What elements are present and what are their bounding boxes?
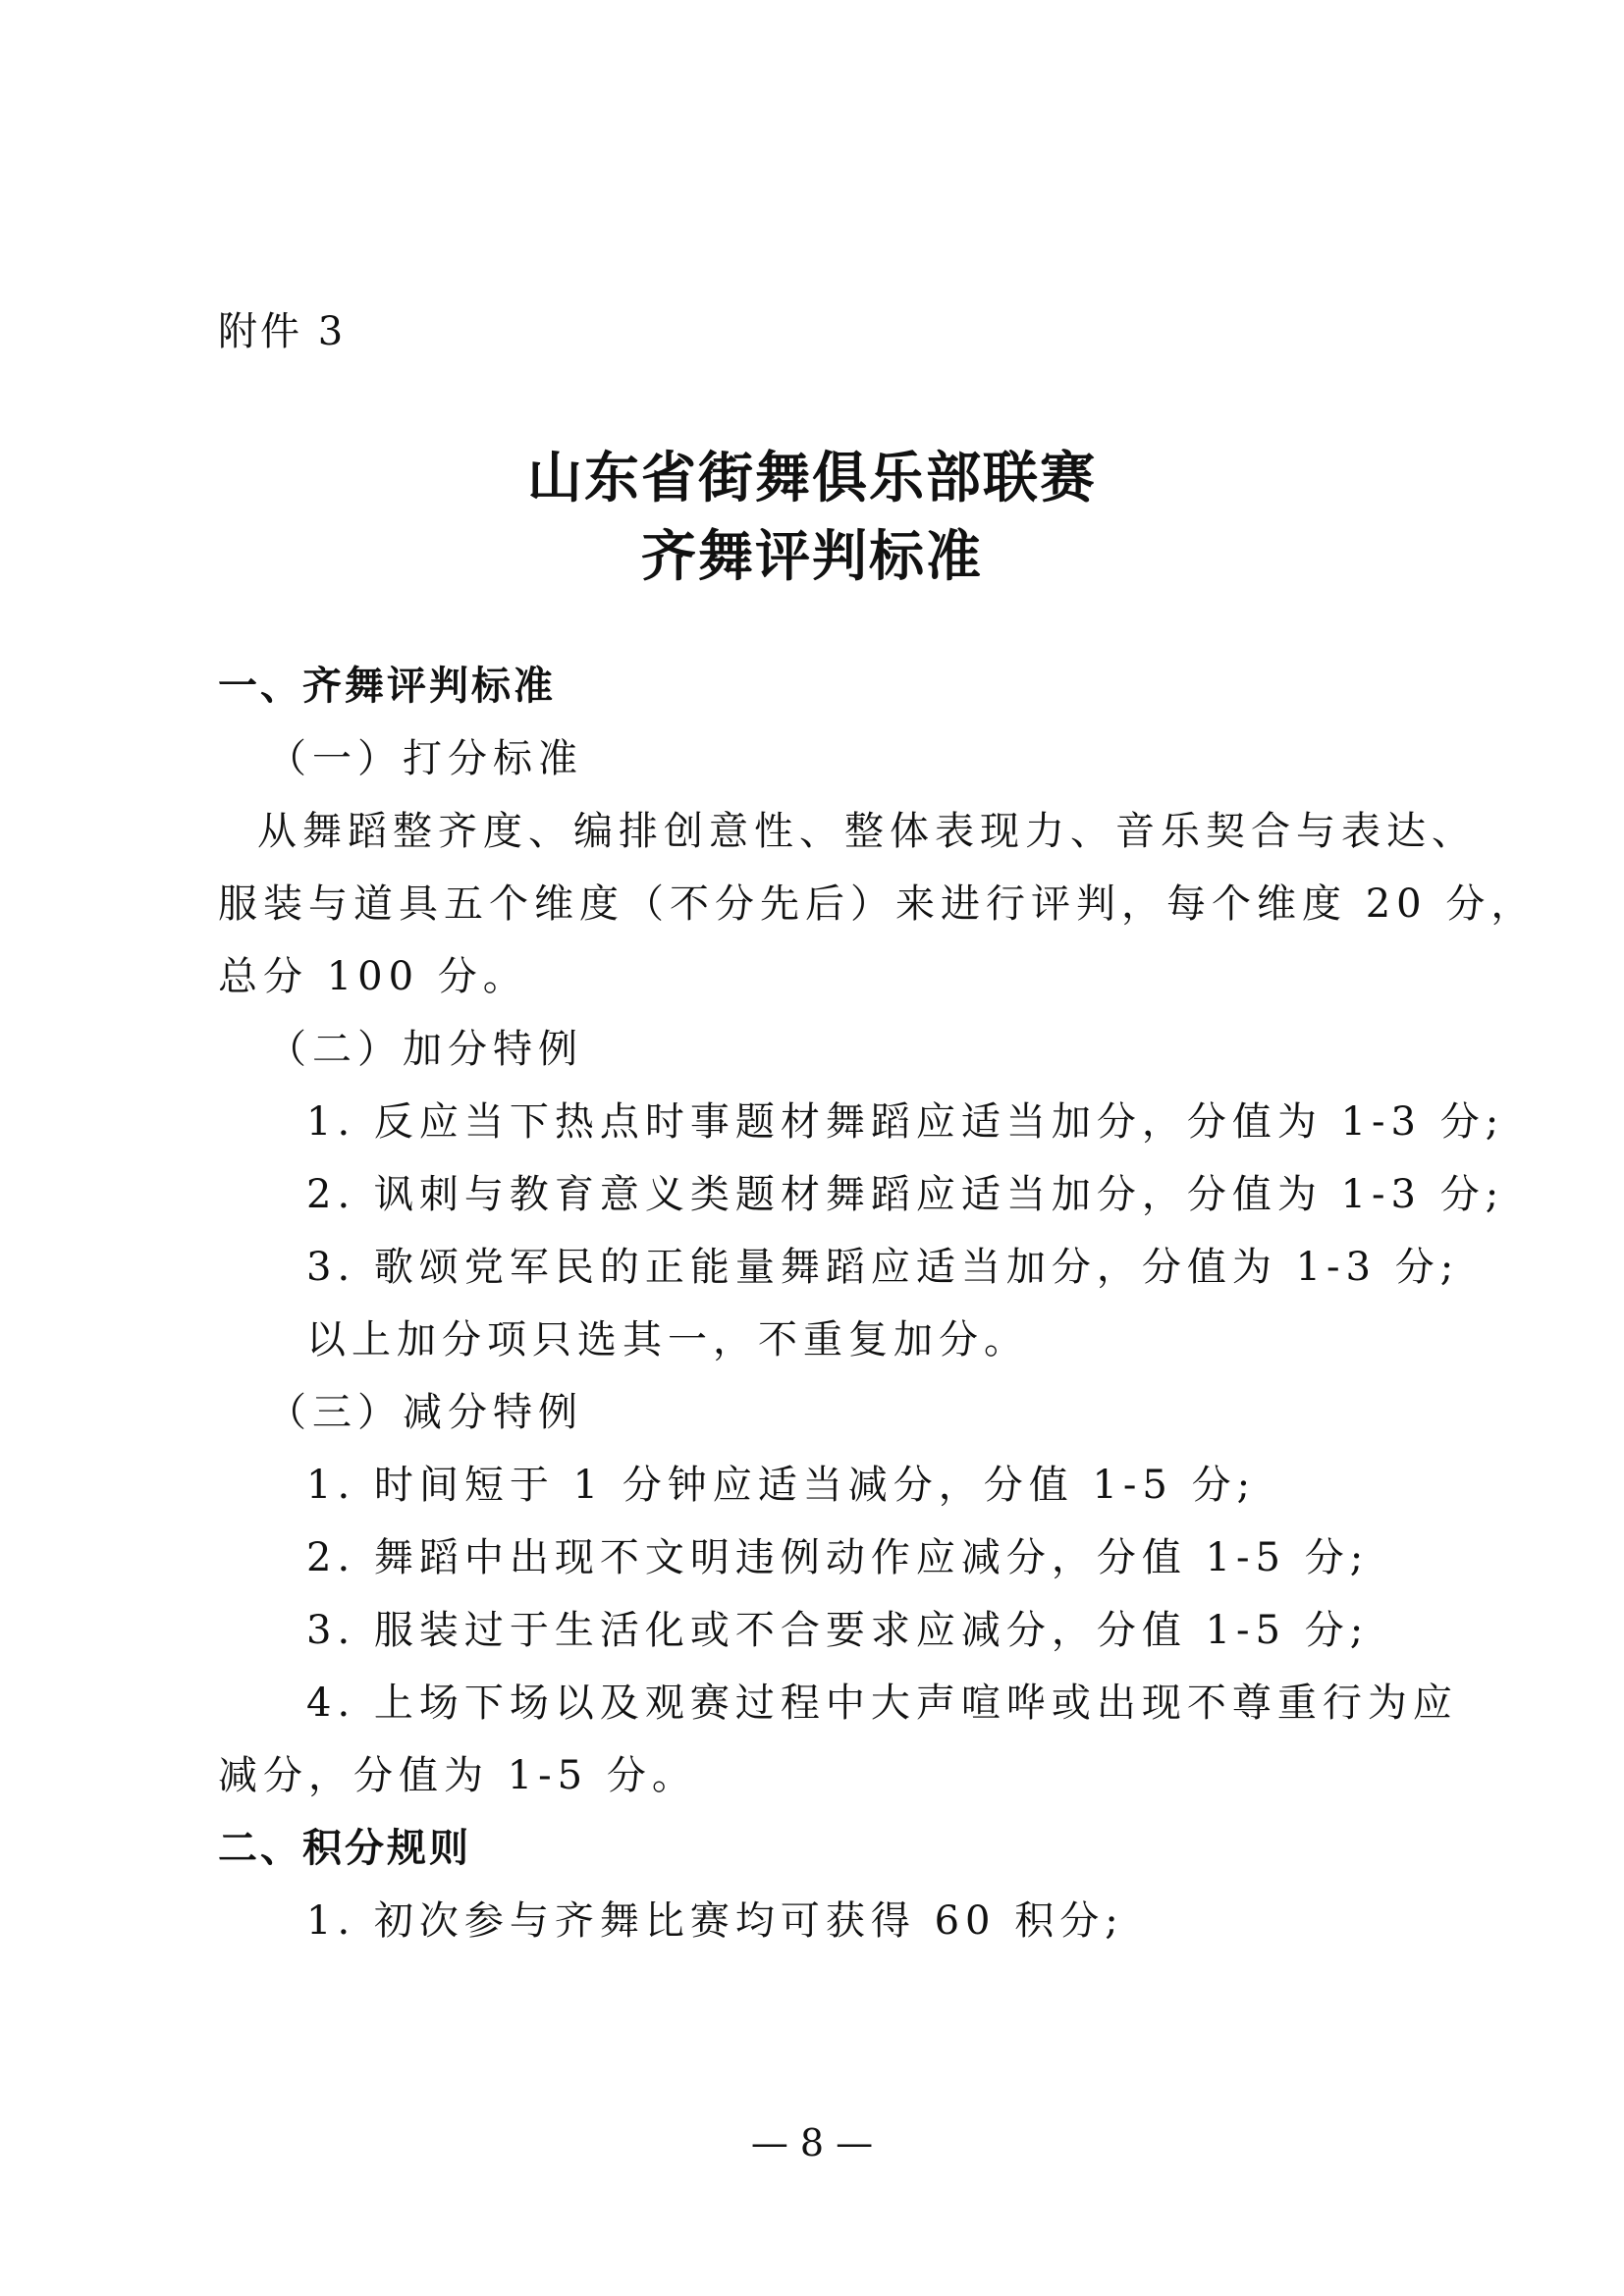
page-number: — 8 — [750,2121,874,2164]
deduction-item: 3. 服装过于生活化或不合要求应减分，分值 1-5 分; [306,1608,1370,1653]
section-2-heading: 二、积分规则 [218,1826,471,1871]
bonus-item: 3. 歌颂党军民的正能量舞蹈应适当加分，分值为 1-3 分; [306,1245,1460,1290]
deduction-item: 2. 舞蹈中出现不文明违例动作应减分，分值 1-5 分; [306,1535,1370,1580]
scoring-paragraph-line: 总分 100 分。 [218,954,528,999]
bonus-heading: （二）加分特例 [267,1027,583,1072]
document-title-line-2: 齐舞评判标准 [641,525,983,589]
deduction-item: 1. 时间短于 1 分钟应适当减分，分值 1-5 分; [306,1463,1257,1508]
bonus-item: 1. 反应当下热点时事题材舞蹈应适当加分，分值为 1-3 分; [306,1099,1505,1145]
scoring-standard-heading: （一）打分标准 [267,736,583,781]
bonus-item: 2. 讽刺与教育意义类题材舞蹈应适当加分，分值为 1-3 分; [306,1172,1505,1217]
bonus-note: 以上加分项只选其一，不重复加分。 [306,1317,1029,1362]
deduction-item-4-line-2: 减分，分值为 1-5 分。 [218,1753,697,1798]
deduction-item-4-line-1: 4. 上场下场以及观赛过程中大声喧哗或出现不尊重行为应 [306,1681,1458,1726]
scoring-paragraph-line: 服装与道具五个维度（不分先后）来进行评判，每个维度 20 分， [218,881,1537,927]
document-title-line-1: 山东省街舞俱乐部联赛 [527,447,1097,510]
section-1-heading: 一、齐舞评判标准 [218,664,556,709]
attachment-label: 附件 3 [218,309,347,354]
deduction-heading: （三）减分特例 [267,1390,583,1435]
scoring-paragraph-line: 从舞蹈整齐度、编排创意性、整体表现力、音乐契合与表达、 [257,809,1477,854]
points-rule-item: 1. 初次参与齐舞比赛均可获得 60 积分; [306,1898,1124,1944]
